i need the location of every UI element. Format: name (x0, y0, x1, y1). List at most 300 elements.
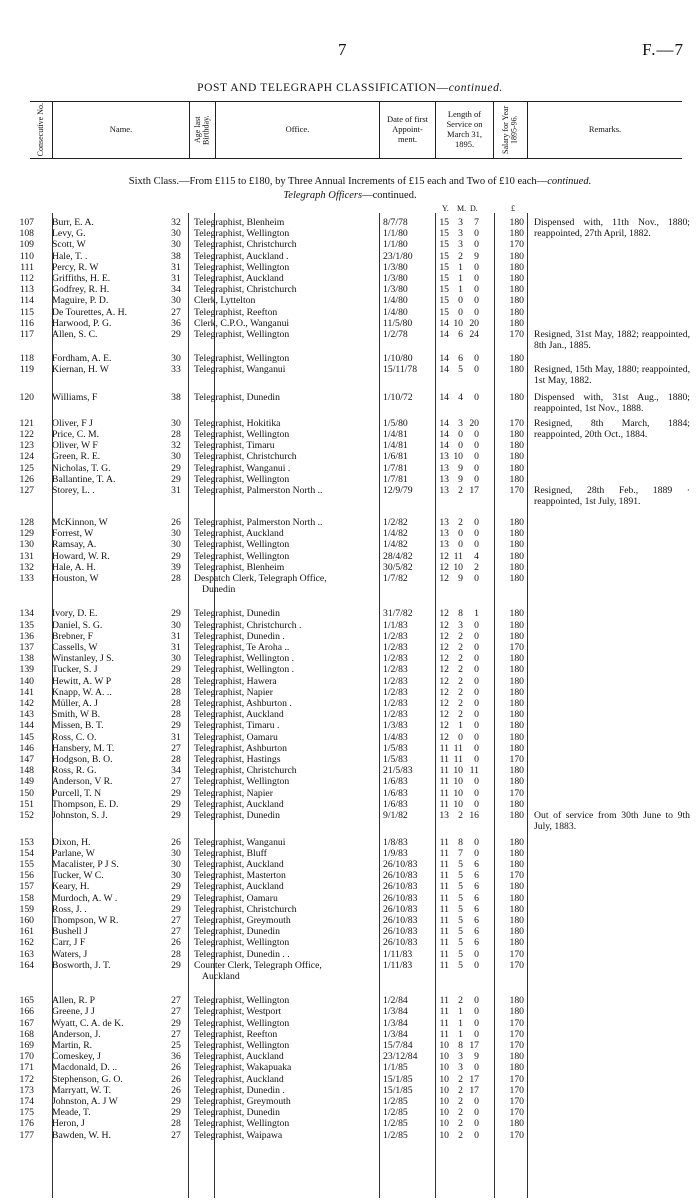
cell-name: Nicholas, T. G. (52, 462, 111, 474)
cell-name: Hansbery, M. T. (52, 742, 115, 754)
cell-age: 31 (171, 642, 181, 654)
cell-no: 137 (19, 642, 34, 654)
cell-d: 16 (469, 810, 479, 822)
cell-name: Müller, A. J (52, 698, 98, 710)
cell-office: Telegraphist, Wellington (194, 550, 290, 562)
cell-y: 14 (439, 317, 449, 329)
cell-name: Price, C. M. (52, 429, 100, 441)
cell-m: 6 (458, 352, 463, 364)
table-row (0, 273, 700, 284)
cell-age: 29 (171, 1107, 181, 1119)
cell-m: 0 (458, 306, 463, 318)
cell-m: 1 (458, 273, 463, 284)
table-row (0, 307, 700, 318)
cell-m: 3 (458, 228, 463, 240)
cell-d: 0 (474, 261, 479, 273)
cell-no: 164 (19, 959, 34, 971)
header-no: Consecutive No. (35, 103, 45, 157)
cell-m: 2 (458, 1107, 463, 1119)
cell-m: 2 (458, 675, 463, 687)
table-row (0, 776, 700, 787)
cell-age: 30 (171, 858, 181, 870)
cell-name: Waters, J (52, 948, 88, 960)
cell-d: 0 (474, 731, 479, 743)
cell-salary: 170 (509, 754, 524, 766)
unit-days: D. (470, 204, 478, 213)
cell-age: 29 (171, 1017, 181, 1029)
table-row (0, 262, 700, 273)
cell-name: Hewitt, A. W P (52, 675, 112, 687)
cell-salary: 180 (509, 608, 524, 620)
cell-name: Allen, S. C. (52, 329, 98, 340)
cell-d: 0 (474, 1028, 479, 1040)
cell-y: 11 (439, 995, 449, 1007)
cell-age: 28 (171, 709, 181, 721)
cell-office: Telegraphist, Palmerston North .. (194, 517, 323, 529)
cell-m: 5 (458, 858, 463, 870)
cell-d: 0 (474, 573, 479, 585)
cell-salary: 180 (509, 720, 524, 732)
cell-no: 177 (19, 1129, 34, 1141)
table-row (0, 251, 700, 262)
cell-age: 30 (171, 653, 181, 665)
cell-d: 0 (474, 959, 479, 971)
cell-name: Hale, T. . (52, 250, 88, 262)
cell-d: 7 (474, 217, 479, 228)
cell-office: Telegraphist, Reefton (194, 1028, 278, 1040)
cell-m: 3 (458, 217, 463, 228)
cell-age: 30 (171, 870, 181, 882)
cell-m: 10 (453, 561, 463, 573)
cell-name: Martin, R. (52, 1039, 93, 1051)
cell-m: 11 (453, 742, 463, 754)
cell-d: 0 (474, 517, 479, 529)
cell-no: 112 (19, 273, 34, 284)
cell-name: Hale, A. H. (52, 561, 96, 573)
cell-m: 3 (458, 1051, 463, 1063)
cell-date: 1/4/83 (383, 731, 408, 743)
cell-name: Fordham, A. E. (52, 352, 112, 364)
cell-no: 133 (19, 573, 34, 585)
table-row (0, 709, 700, 720)
table-row (0, 1062, 700, 1073)
table-row (0, 239, 700, 250)
cell-y: 13 (439, 473, 449, 485)
cell-date: 1/5/80 (383, 417, 408, 429)
cell-age: 30 (171, 352, 181, 364)
cell-date: 1/4/81 (383, 440, 408, 452)
cell-age: 27 (171, 926, 181, 938)
table-row (0, 926, 700, 937)
cell-y: 10 (439, 1073, 449, 1085)
cell-salary: 180 (509, 914, 524, 926)
header-name: Name. (52, 102, 189, 158)
cell-office: Telegraphist, Christchurch (194, 451, 297, 463)
cell-d: 0 (474, 847, 479, 859)
cell-m: 2 (458, 517, 463, 529)
cell-d: 0 (474, 306, 479, 318)
cell-age: 32 (171, 217, 181, 228)
cell-name: Anderson, J. (52, 1028, 101, 1040)
cell-no: 154 (19, 847, 34, 859)
cell-no: 153 (19, 836, 34, 848)
table-row (0, 653, 700, 664)
cell-age: 26 (171, 836, 181, 848)
cell-d: 6 (474, 937, 479, 949)
cell-name: Scott, W (52, 239, 86, 251)
table-row (0, 562, 700, 573)
cell-date: 26/10/83 (383, 858, 418, 870)
cell-y: 10 (439, 1062, 449, 1074)
cell-salary: 180 (509, 881, 524, 893)
cell-name: Ross, J. . (52, 903, 87, 915)
cell-age: 31 (171, 485, 181, 497)
cell-d: 0 (474, 539, 479, 551)
cell-no: 135 (19, 619, 34, 631)
cell-m: 2 (458, 1129, 463, 1141)
cell-d: 0 (474, 787, 479, 799)
cell-name: Smith, W B. (52, 709, 101, 721)
cell-office: Telegraphist, Timaru (194, 440, 275, 452)
cell-office: Telegraphist, Wellington (194, 228, 290, 240)
cell-date: 1/5/83 (383, 742, 408, 754)
cell-date: 23/12/84 (383, 1051, 418, 1063)
cell-no: 111 (20, 261, 34, 273)
cell-salary: 180 (509, 391, 524, 403)
table-row (0, 765, 700, 776)
cell-y: 12 (439, 630, 449, 642)
cell-name: Keary, H. (52, 881, 90, 893)
cell-y: 11 (439, 798, 449, 810)
cell-name: Carr, J F (52, 937, 86, 949)
cell-salary: 180 (509, 698, 524, 710)
cell-date: 1/7/81 (383, 473, 408, 485)
cell-y: 14 (439, 417, 449, 429)
cell-salary: 180 (509, 776, 524, 788)
cell-date: 1/8/83 (383, 836, 408, 848)
cell-d: 0 (474, 1095, 479, 1107)
cell-name: Brebner, F (52, 630, 94, 642)
cell-salary: 180 (509, 217, 524, 228)
cell-office: Telegraphist, Timaru . (194, 720, 280, 732)
cell-name: Thompson, E. D. (52, 798, 119, 810)
cell-office: Telegraphist, Auckland (194, 1073, 284, 1085)
cell-y: 15 (439, 261, 449, 273)
cell-date: 9/1/82 (383, 810, 408, 822)
cell-name: Percy, R. W (52, 261, 99, 273)
cell-d: 0 (474, 440, 479, 452)
cell-y: 11 (439, 914, 449, 926)
cell-y: 13 (439, 528, 449, 540)
cell-date: 1/11/83 (383, 948, 413, 960)
cell-date: 30/5/82 (383, 561, 413, 573)
cell-date: 1/5/83 (383, 754, 408, 766)
cell-salary: 170 (509, 485, 524, 497)
cell-y: 15 (439, 217, 449, 228)
cell-office: Telegraphist, Wellington (194, 329, 290, 340)
cell-office: Telegraphist, Wanganui (194, 363, 286, 375)
cell-no: 158 (19, 892, 34, 904)
cell-salary: 170 (509, 870, 524, 882)
table-row (0, 848, 700, 859)
cell-age: 29 (171, 959, 181, 971)
cell-date: 1/6/83 (383, 787, 408, 799)
cell-y: 11 (439, 754, 449, 766)
cell-office: Telegraphist, Auckland (194, 273, 284, 284)
cell-age: 34 (171, 284, 181, 296)
cell-salary: 180 (509, 619, 524, 631)
cell-y: 10 (439, 1084, 449, 1096)
table-row (0, 799, 700, 810)
cell-date: 1/3/80 (383, 261, 408, 273)
cell-age: 39 (171, 561, 181, 573)
cell-y: 12 (439, 608, 449, 620)
cell-y: 10 (439, 1129, 449, 1141)
cell-y: 11 (439, 847, 449, 859)
cell-m: 5 (458, 903, 463, 915)
cell-salary: 180 (509, 847, 524, 859)
cell-m: 2 (458, 1118, 463, 1130)
table-row (0, 743, 700, 754)
cell-y: 14 (439, 391, 449, 403)
cell-name: Houston, W (52, 573, 99, 585)
cell-d: 0 (474, 798, 479, 810)
cell-name: Purcell, T. N (52, 787, 102, 799)
cell-d: 0 (474, 664, 479, 676)
cell-m: 3 (458, 1062, 463, 1074)
cell-salary: 180 (509, 228, 524, 240)
cell-age: 29 (171, 329, 181, 340)
table-row (0, 837, 700, 848)
cell-m: 0 (458, 731, 463, 743)
cell-office: Telegraphist, Wanganui (194, 836, 286, 848)
cell-age: 27 (171, 776, 181, 788)
cell-age: 31 (171, 273, 181, 284)
cell-salary: 180 (509, 798, 524, 810)
cell-no: 122 (19, 429, 34, 441)
cell-y: 11 (439, 1028, 449, 1040)
table-row (0, 451, 700, 462)
cell-age: 26 (171, 1084, 181, 1096)
cell-y: 14 (439, 352, 449, 364)
table-row (0, 528, 700, 539)
cell-office: Telegraphist, Auckland (194, 798, 284, 810)
cell-date: 26/10/83 (383, 926, 418, 938)
page-number: 7 (338, 40, 347, 59)
table-row (0, 754, 700, 765)
table-row (0, 1074, 700, 1085)
cell-y: 12 (439, 720, 449, 732)
cell-name: Howard, W. R. (52, 550, 110, 562)
cell-y: 13 (439, 539, 449, 551)
cell-date: 8/7/78 (383, 217, 408, 228)
cell-d: 9 (474, 250, 479, 262)
cell-date: 26/10/83 (383, 914, 418, 926)
cell-no: 168 (19, 1028, 34, 1040)
title-suffix: continued. (448, 82, 503, 94)
cell-age: 28 (171, 754, 181, 766)
cell-date: 26/10/83 (383, 881, 418, 893)
cell-office-continued: Dunedin (202, 584, 236, 596)
cell-d: 0 (474, 473, 479, 485)
table-row (0, 687, 700, 698)
table-row (0, 551, 700, 562)
cell-office: Telegraphist, Christchurch (194, 284, 297, 296)
cell-y: 12 (439, 573, 449, 585)
cell-d: 0 (474, 1062, 479, 1074)
cell-m: 2 (458, 642, 463, 654)
table-row (0, 698, 700, 709)
cell-m: 2 (458, 810, 463, 822)
cell-name: McKinnon, W (52, 517, 108, 529)
cell-date: 1/2/83 (383, 698, 408, 710)
cell-m: 6 (458, 329, 463, 340)
cell-m: 2 (458, 686, 463, 698)
table-row (0, 893, 700, 904)
cell-m: 2 (458, 653, 463, 665)
cell-age: 27 (171, 1006, 181, 1018)
table-row (0, 881, 700, 892)
cell-m: 5 (458, 948, 463, 960)
cell-m: 2 (458, 698, 463, 710)
cell-name: Oliver, W F (52, 440, 98, 452)
cell-date: 1/2/83 (383, 642, 408, 654)
cell-name: Burr, E. A. (52, 217, 94, 228)
cell-salary: 170 (509, 959, 524, 971)
cell-date: 1/2/83 (383, 686, 408, 698)
cell-y: 12 (439, 653, 449, 665)
cell-date: 31/7/82 (383, 608, 413, 620)
cell-office: Telegraphist, Hastings (194, 754, 281, 766)
cell-name: Maguire, P. D. (52, 295, 109, 307)
cell-y: 15 (439, 228, 449, 240)
cell-no: 176 (19, 1118, 34, 1130)
cell-y: 10 (439, 1051, 449, 1063)
cell-d: 0 (474, 630, 479, 642)
cell-office: Telegraphist, Oamaru (194, 892, 278, 904)
header-remarks: Remarks. (527, 102, 682, 158)
cell-d: 0 (474, 429, 479, 441)
cell-date: 1/4/81 (383, 429, 408, 441)
cell-y: 15 (439, 273, 449, 284)
cell-no: 173 (19, 1084, 34, 1096)
cell-salary: 180 (509, 473, 524, 485)
cell-date: 12/9/79 (383, 485, 413, 497)
cell-no: 140 (19, 675, 34, 687)
cell-no: 156 (19, 870, 34, 882)
cell-office: Telegraphist, Palmerston North .. (194, 485, 323, 497)
cell-salary: 180 (509, 528, 524, 540)
cell-no: 108 (19, 228, 34, 240)
cell-m: 5 (458, 937, 463, 949)
cell-m: 0 (458, 528, 463, 540)
table-row (0, 859, 700, 870)
cell-d: 11 (469, 765, 479, 777)
table-row (0, 1130, 700, 1141)
cell-y: 12 (439, 709, 449, 721)
cell-no: 157 (19, 881, 34, 893)
cell-name: Bushell J (52, 926, 88, 938)
cell-office: Telegraphist, Greymouth (194, 1095, 291, 1107)
cell-no: 142 (19, 698, 34, 710)
cell-d: 0 (474, 228, 479, 240)
cell-office: Telegraphist, Te Aroha .. (194, 642, 290, 654)
cell-salary: 180 (509, 363, 524, 375)
remark: Resigned, 15th May, 1880; reappointed, 1st May, 1882. (534, 363, 690, 386)
cell-d: 0 (474, 391, 479, 403)
cell-d: 0 (474, 528, 479, 540)
cell-age: 28 (171, 429, 181, 441)
cell-office: Telegraphist, Westport (194, 1006, 282, 1018)
cell-y: 11 (439, 881, 449, 893)
cell-no: 170 (19, 1051, 34, 1063)
cell-no: 144 (19, 720, 34, 732)
cell-date: 1/2/82 (383, 517, 408, 529)
cell-salary: 180 (509, 295, 524, 307)
cell-y: 13 (439, 485, 449, 497)
table-row (0, 608, 700, 619)
cell-age: 30 (171, 619, 181, 631)
cell-y: 14 (439, 440, 449, 452)
table-row (0, 1118, 700, 1129)
cell-date: 1/2/83 (383, 630, 408, 642)
cell-name: Winstanley, J S. (52, 653, 114, 665)
remark: Dispensed with, 11th Nov., 1880; reappointed, 27th April, 1882. (534, 217, 690, 239)
cell-salary: 180 (509, 429, 524, 441)
cell-no: 174 (19, 1095, 34, 1107)
cell-m: 3 (458, 239, 463, 251)
cell-office: Telegraphist, Wellington (194, 352, 290, 364)
table-row (0, 295, 700, 306)
table-row (0, 318, 700, 329)
cell-no: 117 (19, 329, 34, 340)
cell-name: Ross, C. O. (52, 731, 97, 743)
cell-name: Johnston, S. J. (52, 810, 108, 822)
cell-age: 34 (171, 765, 181, 777)
cell-d: 17 (469, 485, 479, 497)
cell-salary: 170 (509, 329, 524, 340)
cell-age: 30 (171, 417, 181, 429)
cell-d: 9 (474, 1051, 479, 1063)
header-office: Office. (215, 102, 379, 158)
cell-m: 2 (458, 485, 463, 497)
cell-age: 29 (171, 798, 181, 810)
cell-age: 30 (171, 295, 181, 307)
cell-d: 0 (474, 239, 479, 251)
cell-age: 28 (171, 948, 181, 960)
cell-d: 0 (474, 1107, 479, 1119)
cell-date: 1/9/83 (383, 847, 408, 859)
cell-d: 6 (474, 881, 479, 893)
cell-office: Telegraphist, Wellington (194, 539, 290, 551)
table-row (0, 732, 700, 743)
cell-y: 11 (439, 937, 449, 949)
cell-age: 27 (171, 1028, 181, 1040)
cell-y: 14 (439, 363, 449, 375)
cell-age: 29 (171, 462, 181, 474)
page-title (0, 82, 700, 94)
cell-y: 13 (439, 810, 449, 822)
cell-y: 11 (439, 1006, 449, 1018)
cell-y: 10 (439, 1095, 449, 1107)
cell-date: 1/7/81 (383, 462, 408, 474)
table-row (0, 1085, 700, 1096)
cell-age: 26 (171, 1073, 181, 1085)
cell-office: Telegraphist, Auckland (194, 528, 284, 540)
cell-name: Storey, L. . (52, 485, 95, 497)
cell-office: Telegraphist, Waipawa (194, 1129, 283, 1141)
cell-d: 0 (474, 776, 479, 788)
